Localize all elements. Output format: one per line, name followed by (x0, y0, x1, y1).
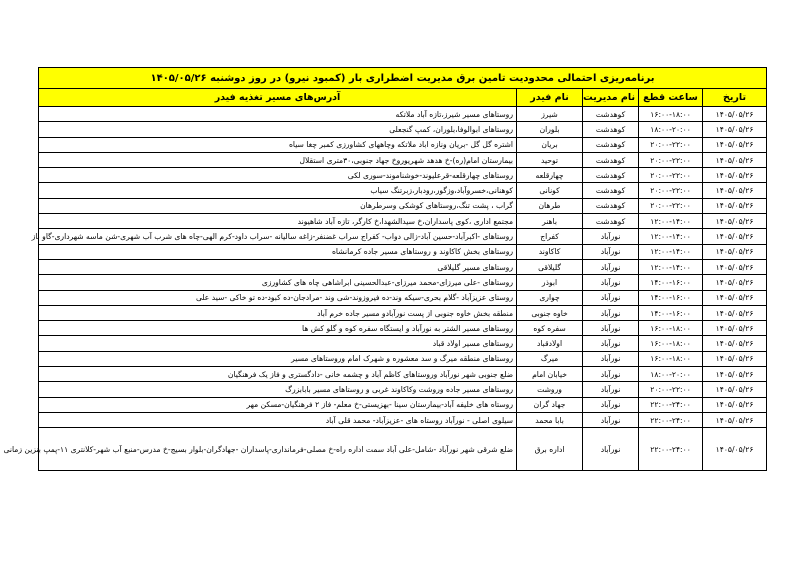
cell-time: ۲۰:۰۰-۲۲:۰۰ (639, 168, 703, 183)
cell-feeder: خیابان امام (517, 367, 583, 382)
table-row (39, 152, 767, 167)
table-row (39, 122, 767, 137)
cell-address: روستاهای -علی میرزای-محمد میرزای-عبدالحسینی ابراشاهی چاه های کشاورزی (39, 275, 517, 290)
cell-area: کوهدشت (583, 107, 639, 122)
cell-time: ۱۲:۰۰-۱۴:۰۰ (639, 259, 703, 274)
schedule-sheet (3, 67, 766, 471)
cell-date: ۱۴۰۵/۰۵/۲۶ (703, 336, 767, 351)
cell-date: ۱۴۰۵/۰۵/۲۶ (703, 428, 767, 471)
cell-feeder: بابا محمد (517, 412, 583, 427)
cell-date: ۱۴۰۵/۰۵/۲۶ (703, 367, 767, 382)
header-feeder: نام فیدر (517, 89, 583, 107)
cell-feeder: باهنر (517, 214, 583, 229)
cell-feeder: اداره برق (517, 428, 583, 471)
cell-date: ۱۴۰۵/۰۵/۲۶ (703, 275, 767, 290)
cell-feeder: وروشت (517, 382, 583, 397)
cell-date: ۱۴۰۵/۰۵/۲۶ (703, 351, 767, 366)
cell-address: روستاهای -اکبرآباد-حسین آباد-زالی دواب- کفراج سراب غضنفر-زاغه سالیانه -سراب داود-کرم الهی-چاه های شرب آب شهری-شن ماسه شهرداری-گاو باز (39, 229, 517, 244)
cell-date: ۱۴۰۵/۰۵/۲۶ (703, 229, 767, 244)
cell-time: ۱۶:۰۰-۱۸:۰۰ (639, 107, 703, 122)
cell-feeder: توحید (517, 152, 583, 167)
cell-feeder: چواری (517, 290, 583, 305)
table-row (39, 290, 767, 305)
cell-area: کوهدشت (583, 183, 639, 198)
cell-address: بیمارستان امام(ره)-خ هدهد شهریوروخ جهاد جنوبی،۳۰متری استقلال (39, 152, 517, 167)
cell-area: نورآباد (583, 290, 639, 305)
cell-feeder: سفره کوه (517, 321, 583, 336)
cell-time: ۲۰:۰۰-۲۲:۰۰ (639, 137, 703, 152)
cell-feeder: جهاد گران (517, 397, 583, 412)
table-row (39, 367, 767, 382)
table-row (39, 137, 767, 152)
cell-feeder: طرهان (517, 198, 583, 213)
header-area: نام مدیریت (583, 89, 639, 107)
cell-date: ۱۴۰۵/۰۵/۲۶ (703, 122, 767, 137)
cell-area: نورآباد (583, 275, 639, 290)
cell-area: کوهدشت (583, 198, 639, 213)
cell-area: نورآباد (583, 259, 639, 274)
cell-time: ۲۰:۰۰-۲۲:۰۰ (639, 198, 703, 213)
cell-area: کوهدشت (583, 137, 639, 152)
cell-address: اشتره گل گل -بریان ونازه اباد ملاتکه وچاههای کشاورزی کمبر چغا سیاه (39, 137, 517, 152)
cell-address: روستای عزیزآباد -گلام بحری-سیکه وند-ده فیروزوند-شی وند -مرادجان-ده کبود-ده تو خاکی -سید علی (39, 290, 517, 305)
table-row (39, 244, 767, 259)
cell-address: کوهنانی،خسروآباد،وزگور،رودبار،زبرتنگ سیاب (39, 183, 517, 198)
cell-time: ۱۴:۰۰-۱۶:۰۰ (639, 290, 703, 305)
cell-area: نورآباد (583, 244, 639, 259)
cell-feeder: اولادقباد (517, 336, 583, 351)
table-row (39, 412, 767, 427)
cell-time: ۱۶:۰۰-۱۸:۰۰ (639, 351, 703, 366)
cell-address: روستاهای مسیر جاده وروشت وکاکاوند غربی و روستاهای مسیر بابابزرگ (39, 382, 517, 397)
cell-date: ۱۴۰۵/۰۵/۲۶ (703, 412, 767, 427)
header-address: آدرس‌های مسیر تغذیه فیدر (39, 89, 517, 107)
cell-address: ضلع جنوبی شهر نورآباد وروستاهای کاظم آباد و چشمه خانی -دادگستری و فاز یک فرهنگیان (39, 367, 517, 382)
cell-date: ۱۴۰۵/۰۵/۲۶ (703, 321, 767, 336)
cell-time: ۱۲:۰۰-۱۴:۰۰ (639, 244, 703, 259)
table-row (39, 107, 767, 122)
table-row (39, 428, 767, 471)
header-time: ساعت قطع (639, 89, 703, 107)
table-row (39, 275, 767, 290)
cell-feeder: کاکاوند (517, 244, 583, 259)
cell-date: ۱۴۰۵/۰۵/۲۶ (703, 397, 767, 412)
cell-area: نورآباد (583, 382, 639, 397)
outage-table (3, 67, 767, 471)
table-row (39, 382, 767, 397)
cell-area: کوهدشت (583, 152, 639, 167)
cell-date: ۱۴۰۵/۰۵/۲۶ (703, 168, 767, 183)
cell-time: ۲۰:۰۰-۲۲:۰۰ (639, 382, 703, 397)
cell-area: نورآباد (583, 412, 639, 427)
cell-feeder: بلوران (517, 122, 583, 137)
cell-time: ۱۴:۰۰-۱۶:۰۰ (639, 305, 703, 320)
cell-address: روستاهای مسیر الشتر به نورآباد و ایستگاه سفره کوه و گلو کش ها (39, 321, 517, 336)
cell-address: سیلوی اصلی - نورآباد روستاه های -عزیزآباد- محمد قلی آباد (39, 412, 517, 427)
cell-date: ۱۴۰۵/۰۵/۲۶ (703, 183, 767, 198)
cell-area: نورآباد (583, 351, 639, 366)
title-row (39, 68, 767, 89)
cell-time: ۱۸:۰۰-۲۰:۰۰ (639, 367, 703, 382)
cell-time: ۲۲:۰۰-۲۴:۰۰ (639, 412, 703, 427)
cell-date: ۱۴۰۵/۰۵/۲۶ (703, 214, 767, 229)
cell-date: ۱۴۰۵/۰۵/۲۶ (703, 382, 767, 397)
cell-area: نورآباد (583, 367, 639, 382)
cell-address: ضلع شرقی شهر نورآباد -شامل-علی آباد سمت اداره راه-خ مصلی-فرمانداری-پاسداران -جهادگران-بلوار بسیج-خ مدرس-منبع آب شهر-کلانتری ۱۱-پمپ بنزین زمانی (39, 428, 517, 471)
cell-address: روستاهای مسیر اولاد قباد (39, 336, 517, 351)
cell-address: روستاهای منطقه میرگ و سد معشوره و شهرک امام وروستاهای مسیر (39, 351, 517, 366)
cell-date: ۱۴۰۵/۰۵/۲۶ (703, 107, 767, 122)
cell-date: ۱۴۰۵/۰۵/۲۶ (703, 244, 767, 259)
cell-time: ۱۸:۰۰-۲۰:۰۰ (639, 122, 703, 137)
header-date: تاریخ (703, 89, 767, 107)
cell-time: ۱۴:۰۰-۱۶:۰۰ (639, 275, 703, 290)
table-row (39, 214, 767, 229)
cell-feeder: کفراج (517, 229, 583, 244)
cell-feeder: شیرز (517, 107, 583, 122)
table-row (39, 168, 767, 183)
cell-area: کوهدشت (583, 122, 639, 137)
table-row (39, 336, 767, 351)
cell-address: روستاه های خلیفه آباد-بیمارستان سینا -بهزیستی-خ معلم- فاز ۲ فرهنگیان-مسکن مهر (39, 397, 517, 412)
cell-address: روستاهای مسیر گلیلاقی (39, 259, 517, 274)
cell-time: ۱۶:۰۰-۱۸:۰۰ (639, 321, 703, 336)
cell-address: مجتمع اداری ،کوی پاسداران،خ سیدالشهدا،خ کارگر، تازه آباد شاهیوند (39, 214, 517, 229)
cell-address: روستاهای مسیر شیرز،تازه آباد ملاتکه (39, 107, 517, 122)
cell-feeder: کونانی (517, 183, 583, 198)
cell-feeder: چهارقلعه (517, 168, 583, 183)
cell-time: ۱۶:۰۰-۱۸:۰۰ (639, 336, 703, 351)
cell-date: ۱۴۰۵/۰۵/۲۶ (703, 137, 767, 152)
table-row (39, 198, 767, 213)
cell-address: روستاهای ابوالوفا،بلوران، کمپ گنجعلی (39, 122, 517, 137)
table-title: برنامەریزی احتمالی محدودیت تامین برق مدیریت اضطراری بار (کمبود نیرو) در روز دوشنبه ۱۴۰۵/۰۵/۲۶ (39, 68, 767, 89)
cell-area: نورآباد (583, 305, 639, 320)
cell-date: ۱۴۰۵/۰۵/۲۶ (703, 152, 767, 167)
table-row (39, 397, 767, 412)
cell-date: ۱۴۰۵/۰۵/۲۶ (703, 305, 767, 320)
table-row (39, 305, 767, 320)
cell-feeder: ابوذر (517, 275, 583, 290)
cell-time: ۲۰:۰۰-۲۲:۰۰ (639, 152, 703, 167)
cell-area: نورآباد (583, 397, 639, 412)
cell-area: کوهدشت (583, 168, 639, 183)
cell-date: ۱۴۰۵/۰۵/۲۶ (703, 198, 767, 213)
header-row (39, 89, 767, 107)
cell-address: روستاهای بخش کاکاوند و روستاهای مسیر جاده کرمانشاه (39, 244, 517, 259)
cell-area: نورآباد (583, 229, 639, 244)
cell-area: کوهدشت (583, 214, 639, 229)
cell-feeder: گلیلاقی (517, 259, 583, 274)
cell-time: ۱۲:۰۰-۱۴:۰۰ (639, 214, 703, 229)
cell-time: ۲۲:۰۰-۲۴:۰۰ (639, 428, 703, 471)
cell-feeder: بریان (517, 137, 583, 152)
cell-feeder: خاوه جنوبی (517, 305, 583, 320)
cell-time: ۱۲:۰۰-۱۴:۰۰ (639, 229, 703, 244)
table-row (39, 321, 767, 336)
cell-address: منطقه بخش خاوه جنوبی از پست نورآبادو مسیر جاده خرم آباد (39, 305, 517, 320)
table-row (39, 183, 767, 198)
cell-area: نورآباد (583, 321, 639, 336)
table-row (39, 351, 767, 366)
cell-time: ۲۲:۰۰-۲۴:۰۰ (639, 397, 703, 412)
cell-area: نورآباد (583, 336, 639, 351)
cell-date: ۱۴۰۵/۰۵/۲۶ (703, 290, 767, 305)
cell-time: ۲۰:۰۰-۲۲:۰۰ (639, 183, 703, 198)
cell-area: نورآباد (583, 428, 639, 471)
cell-feeder: میرگ (517, 351, 583, 366)
cell-address: روستاهای چهارقلعه-قرعلیوند-خوشناموند-سوری لکی (39, 168, 517, 183)
table-row (39, 229, 767, 244)
cell-date: ۱۴۰۵/۰۵/۲۶ (703, 259, 767, 274)
cell-address: گراب ، پشت تنگ،روستاهای کوشکی وسرطرهان (39, 198, 517, 213)
table-row (39, 259, 767, 274)
